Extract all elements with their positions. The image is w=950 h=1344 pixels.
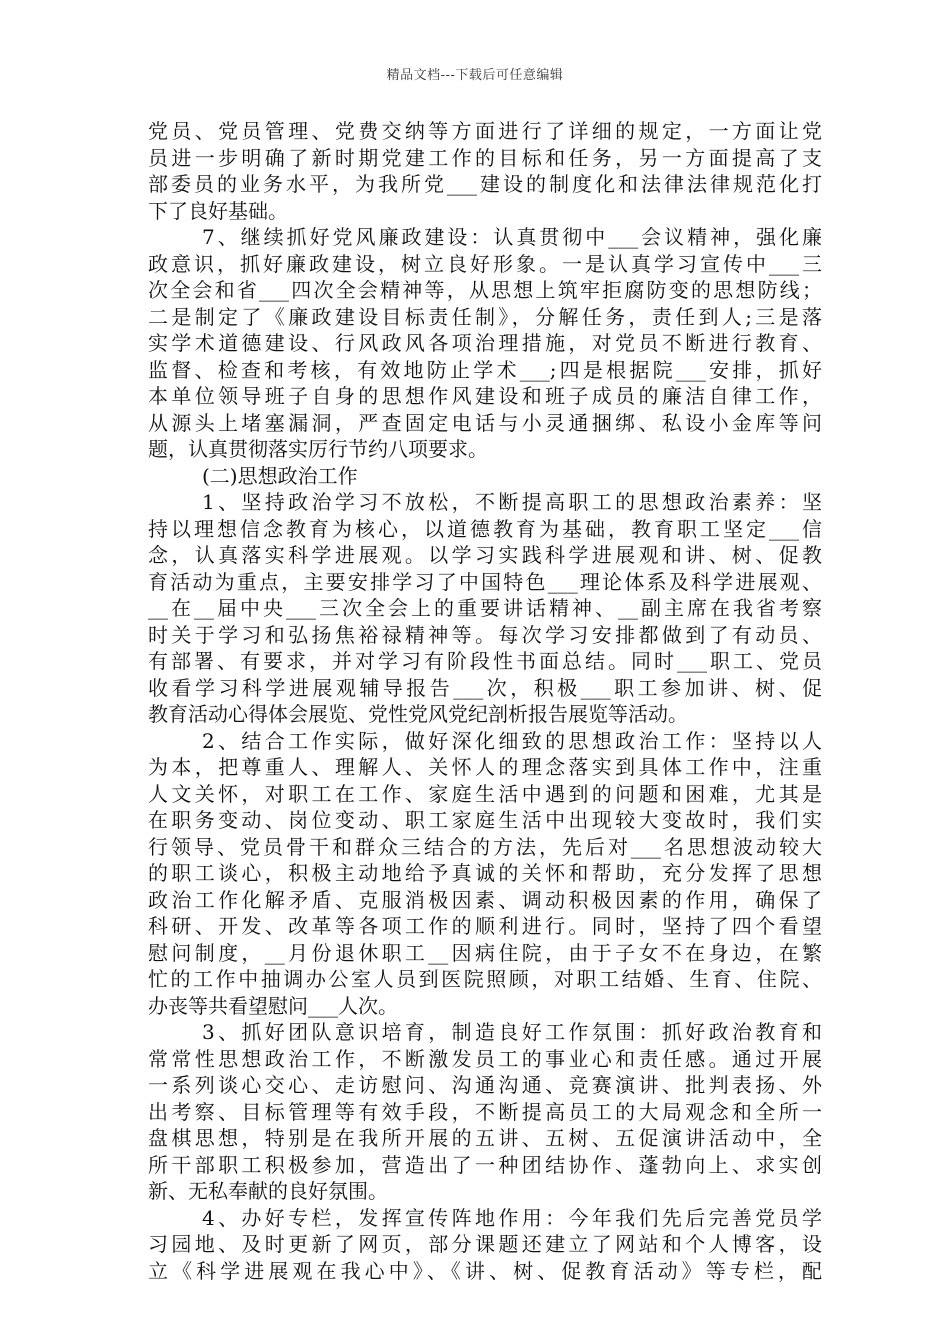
- text-line: 慰问制度，__月份退休职工__因病住院，由于子女不在身边，在繁: [148, 940, 822, 965]
- text-line: 为本，把尊重人、理解人、关怀人的理念落实到具体工作中，注重: [148, 755, 822, 779]
- text-line: 从源头上堵塞漏洞，严查固定电话与小灵通捆绑、私设小金库等问: [148, 410, 822, 435]
- text-line: 所干部职工积极参加，营造出了一种团结协作、蓬勃向上、求实创: [148, 1152, 822, 1177]
- page-header: 精品文档---下载后可任意编辑: [386, 68, 564, 83]
- text-line: 3、抓好团队意识培育，制造良好工作氛围：抓好政治教育和: [202, 1020, 822, 1044]
- text-line: 常常性思想政治工作，不断激发员工的事业心和责任感。通过开展: [148, 1046, 822, 1071]
- text-line: 本单位领导班子自身的思想作风建设和班子成员的廉洁自律工作，: [148, 384, 822, 408]
- text-line: 1、坚持政治学习不放松，不断提高职工的思想政治素养：坚: [202, 490, 822, 514]
- text-line: 在职务变动、岗位变动、职工家庭生活中出现较大变故时，我们实: [148, 808, 822, 832]
- text-line: 立《科学进展观在我心中》、《讲、树、促教育活动》等专栏，配: [148, 1258, 822, 1283]
- paragraph-publicity-column: [148, 1205, 822, 1285]
- text-line: 盘棋思想，特别是在我所开展的五讲、五树、五促演讲活动中，全: [148, 1126, 822, 1150]
- text-line: 行领导、党员骨干和群众三结合的方法，先后对___名思想波动较大: [148, 834, 822, 859]
- paragraph-integrity-building: [148, 224, 822, 463]
- paragraph-party-management: [148, 118, 822, 224]
- section-title: (二)思想政治工作: [202, 463, 358, 488]
- text-line: 二是制定了《廉政建设目标责任制》，分解任务，责任到人;三是落: [148, 304, 822, 329]
- text-line: 忙的工作中抽调办公室人员到医院照顾，对职工结婚、生育、住院、: [148, 967, 822, 991]
- text-line: 监督、检查和考核，有效地防止学术___;四是根据院___安排，抓好: [148, 357, 822, 382]
- text-line: 题，认真贯彻落实厉行节约八项要求。: [148, 437, 488, 461]
- text-line: 4、办好专栏，发挥宣传阵地作用：今年我们先后完善党员学: [202, 1205, 822, 1230]
- paragraph-political-study: [148, 489, 822, 728]
- text-line: 持以理想信念教育为核心，以道德教育为基础，教育职工坚定___信: [148, 516, 822, 541]
- text-line: 时关于学习和弘扬焦裕禄精神等。每次学习安排都做到了有动员、: [148, 622, 822, 647]
- section-heading: [148, 463, 822, 490]
- text-line: 下了良好基础。: [148, 198, 288, 223]
- text-line: 人文关怀，对职工在工作、家庭生活中遇到的问题和困难，尤其是: [148, 781, 822, 806]
- text-line: 部委员的业务水平，为我所党___建设的制度化和法律法律规范化打: [148, 172, 822, 196]
- text-line: 政意识，抓好廉政建设，树立良好形象。一是认真学习宣传中___三: [148, 251, 822, 276]
- text-line: 一系列谈心交心、走访慰问、沟通沟通、竞赛演讲、批判表扬、外: [148, 1073, 822, 1097]
- text-line: 2、结合工作实际，做好深化细致的思想政治工作：坚持以人: [202, 728, 822, 753]
- text-line: 7、继续抓好党风廉政建设：认真贯彻中___会议精神，强化廉: [202, 225, 822, 249]
- text-line: 科研、开发、改革等各项工作的顺利进行。同时，坚持了四个看望: [148, 914, 822, 938]
- text-line: 员进一步明确了新时期党建工作的目标和任务，另一方面提高了支: [148, 145, 822, 170]
- text-line: 新、无私奉献的良好氛围。: [148, 1179, 388, 1203]
- paragraph-ideological-work: [148, 728, 822, 1020]
- text-line: 实学术道德建设、行风政风各项治理措施，对党员不断进行教育、: [148, 331, 822, 355]
- text-line: __在__届中央___三次全会上的重要讲话精神、__副主席在我省考察: [148, 596, 822, 620]
- text-line: 次全会和省___四次全会精神等，从思想上筑牢拒腐防变的思想防线；: [148, 278, 822, 302]
- text-line: 念，认真落实科学进展观。以学习实践科学进展观和讲、树、促教: [148, 543, 822, 567]
- text-line: 习园地、及时更新了网页，部分课题还建立了网站和个人博客，设: [148, 1232, 822, 1256]
- text-line: 政治工作化解矛盾、克服消极因素、调动积极因素的作用，确保了: [148, 887, 822, 912]
- text-line: 收看学习科学进展观辅导报告___次，积极___职工参加讲、树、促: [148, 675, 822, 700]
- text-line: 出考察、目标管理等有效手段，不断提高员工的大局观念和全所一: [148, 1099, 822, 1124]
- text-line: 党员、党员管理、党费交纳等方面进行了详细的规定，一方面让党: [148, 119, 822, 143]
- paragraph-team-spirit: [148, 1019, 822, 1205]
- text-line: 的职工谈心，积极主动地给予真诚的关怀和帮助，充分发挥了思想: [148, 861, 822, 885]
- text-line: 教育活动心得体会展览、党性党风党纪剖析报告展览等活动。: [148, 702, 688, 726]
- document-body: [148, 118, 822, 1284]
- text-line: 有部署、有要求，并对学习有阶段性书面总结。同时___职工、党员: [148, 649, 822, 673]
- text-line: 办丧等共看望慰问___人次。: [148, 993, 398, 1018]
- text-line: 育活动为重点，主要安排学习了中国特色___理论体系及科学进展观、: [148, 569, 822, 594]
